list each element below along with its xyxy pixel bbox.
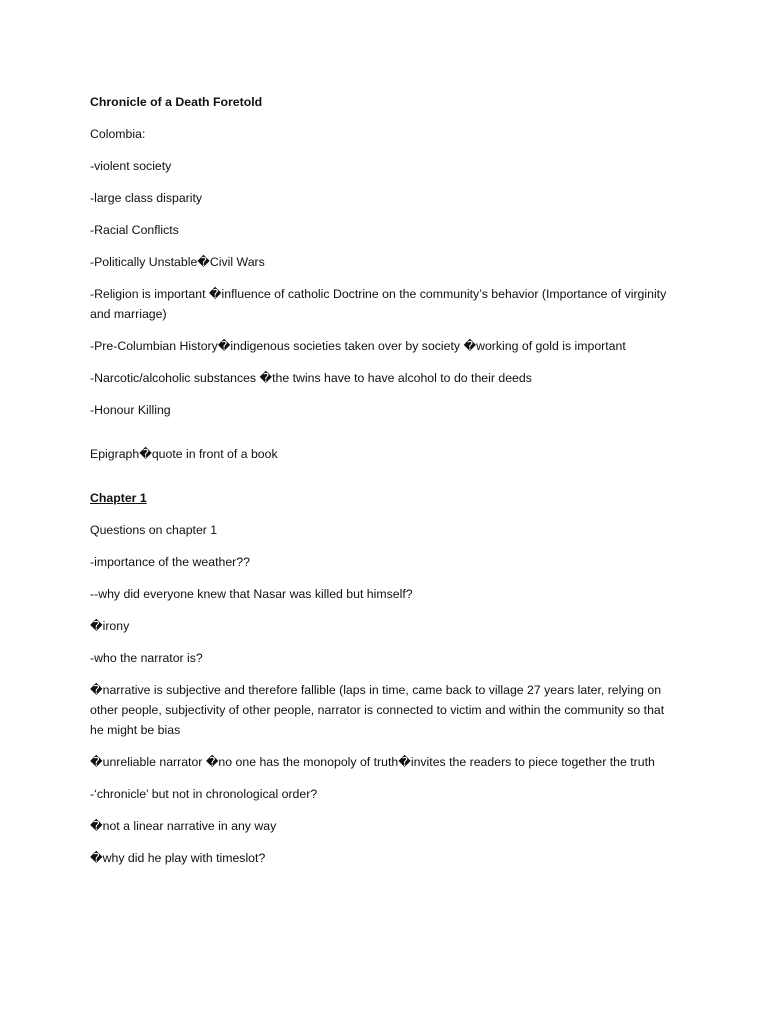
document-body xyxy=(90,92,680,880)
text-line: -Politically Unstable�Civil Wars xyxy=(90,255,265,269)
text-line: Questions on chapter 1 xyxy=(90,523,218,537)
text-line: �unreliable narrator �no one has the monopoly of truth�invites the readers to piece together the truth xyxy=(90,755,655,769)
spacer xyxy=(90,476,680,488)
text-line: -who the narrator is? xyxy=(90,651,203,665)
text-line: �irony xyxy=(90,619,130,633)
text-line: -Honour Killing xyxy=(90,403,171,417)
text-line: -‘chronicle’ but not in chronological order? xyxy=(90,787,318,801)
text-line: �why did he play with timeslot? xyxy=(90,851,266,865)
text-line: -Narcotic/alcoholic substances �the twins have to have alcohol to do their deeds xyxy=(90,371,532,385)
chapter-heading: Chapter 1 xyxy=(90,491,147,505)
text-line: -importance of the weather?? xyxy=(90,555,250,569)
text-line: -violent society xyxy=(90,159,172,173)
spacer xyxy=(90,432,680,444)
text-line: Colombia: xyxy=(90,127,146,141)
epigraph-line: Epigraph�quote in front of a book xyxy=(90,447,278,461)
document-title: Chronicle of a Death Foretold xyxy=(90,95,263,109)
text-line: �narrative is subjective and therefore fallible (laps in time, came back to village 27 years later, relying on other people, subjectivity of other people, narrator is connected to victim and within the community so that he might be bias xyxy=(90,683,665,737)
text-line: -Pre-Columbian History�indigenous societies taken over by society �working of gold is important xyxy=(90,339,626,353)
text-line: -Racial Conflicts xyxy=(90,223,179,237)
text-line: �not a linear narrative in any way xyxy=(90,819,277,833)
text-line: -Religion is important �influence of catholic Doctrine on the community’s behavior (Importance of virginity and marriage) xyxy=(90,287,667,321)
text-line: -large class disparity xyxy=(90,191,203,205)
text-line: --why did everyone knew that Nasar was killed but himself? xyxy=(90,587,413,601)
